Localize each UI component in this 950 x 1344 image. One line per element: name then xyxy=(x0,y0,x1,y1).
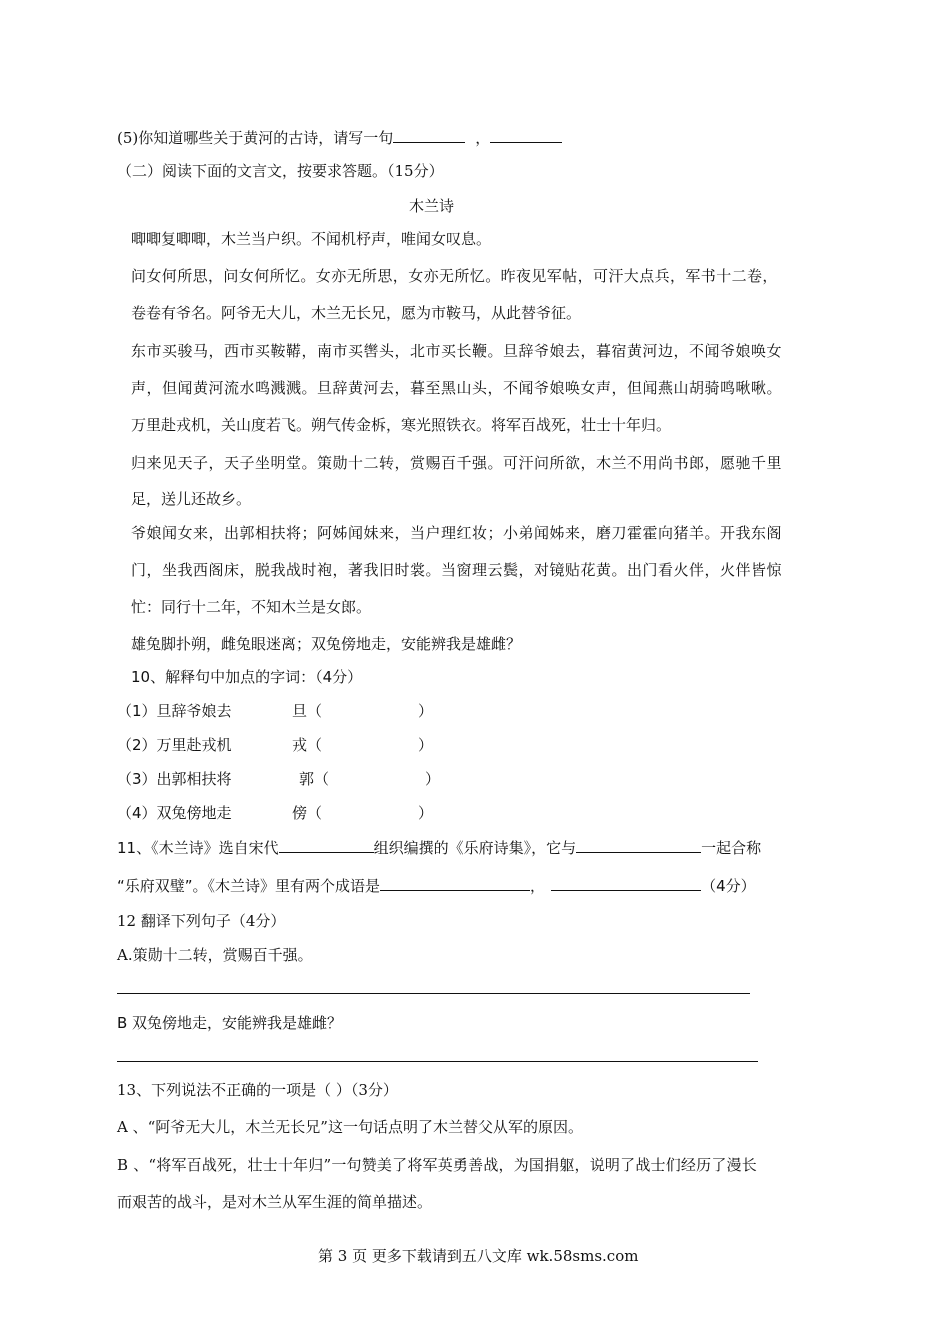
section-heading: （二）阅读下面的文言文，按要求答题。（15分） xyxy=(117,162,444,180)
poem-line: 雄兔脚扑朔，雌兔眼迷离；双兔傍地走，安能辨我是雄雌？ xyxy=(131,635,522,653)
poem-title: 木兰诗 xyxy=(409,197,455,215)
question-13-option-a: A 、“阿爷无大儿，木兰无长兄”这一句话点明了木兰替父从军的原因。 xyxy=(117,1118,583,1136)
poem-line: 爷娘闻女来，出郭相扶将；阿姊闻妹来，当户理红妆；小弟闻姊来，磨刀霍霍向猪羊。开我东阁 xyxy=(131,524,783,542)
poem-line: 足，送儿还故乡。 xyxy=(131,490,252,508)
answer-field[interactable]: 戎（ ） xyxy=(292,736,434,754)
question-11-line-1: 11、《木兰诗》选自宋代 组织编撰的《乐府诗集》，它与 一起合称 xyxy=(117,839,762,857)
answer-blank[interactable] xyxy=(576,838,701,853)
comma: ， xyxy=(475,129,491,147)
poem-line: 归来见天子，天子坐明堂。策勋十二转，赏赐百千强。可汗问所欲，木兰不用尚书郎，愿驰千里 xyxy=(131,454,783,472)
question-5-text: (5)你知道哪些关于黄河的古诗，请写一句 xyxy=(117,129,394,147)
poem-line: 问女何所思，问女何所忆。女亦无所思，女亦无所忆。昨夜见军帖，可汗大点兵，军书十二卷， xyxy=(131,267,778,285)
question-13-option-b: B 、“将军百战死，壮士十年归”一句赞美了将军英勇善战，为国捐躯，说明了战士们经历了漫长 xyxy=(117,1156,757,1174)
question-10-item-1 xyxy=(117,701,232,721)
poem-line: 门，坐我西阁床，脱我战时袍，著我旧时裳。当窗理云鬓，对镜贴花黄。出门看火伴，火伴皆惊 xyxy=(131,561,783,579)
question-13-heading: 13、下列说法不正确的一项是（ ）（3分） xyxy=(117,1081,398,1099)
poem-line: 卷卷有爷名。阿爷无大儿，木兰无长兄，愿为市鞍马，从此替爷征。 xyxy=(131,304,582,322)
question-12-b: B 双兔傍地走，安能辨我是雄雌？ xyxy=(117,1014,343,1032)
item-label: （2）万里赴戎机 xyxy=(117,736,232,754)
poem-line: 东市买骏马，西市买鞍鞯，南市买辔头，北市买长鞭。旦辞爷娘去，暮宿黄河边，不闻爷娘唤女 xyxy=(131,342,783,360)
item-label: （1）旦辞爷娘去 xyxy=(117,702,232,720)
answer-field[interactable]: 傍（ ） xyxy=(292,804,434,822)
answer-field[interactable]: 旦（ ） xyxy=(292,702,434,720)
poem-line: 声，但闻黄河流水鸣溅溅。旦辞黄河去，暮至黑山头，不闻爷娘唤女声，但闻燕山胡骑鸣啾啾。 xyxy=(131,379,783,397)
answer-line[interactable] xyxy=(117,1061,758,1062)
item-label: （4）双兔傍地走 xyxy=(117,804,232,822)
question-11-line-2: “乐府双璧”。《木兰诗》里有两个成语是 ， （4分） xyxy=(117,877,756,895)
answer-blank[interactable] xyxy=(279,838,374,853)
question-12-a: A.策勋十二转，赏赐百千强。 xyxy=(117,946,313,964)
question-10-item-3 xyxy=(117,769,232,789)
question-10-heading: 10、解释句中加点的字词：（4分） xyxy=(131,668,363,686)
poem-line: 万里赴戎机，关山度若飞。朔气传金柝，寒光照铁衣。将军百战死，壮士十年归。 xyxy=(131,416,672,434)
page-footer: 第 3 页 更多下载请到五八文库 wk.58sms.com xyxy=(318,1247,639,1265)
poem-line: 唧唧复唧唧，木兰当户织。不闻机杼声，唯闻女叹息。 xyxy=(131,230,492,248)
item-label: （3）出郭相扶将 xyxy=(117,770,232,788)
question-5 xyxy=(117,128,562,148)
question-10-item-4 xyxy=(117,803,232,823)
question-12-heading: 12 翻译下列句子（4分） xyxy=(117,912,286,930)
answer-blank[interactable] xyxy=(380,876,530,891)
poem-line: 忙：同行十二年，不知木兰是女郎。 xyxy=(131,598,372,616)
answer-field[interactable]: 郭（ ） xyxy=(299,770,441,788)
answer-line[interactable] xyxy=(117,993,750,994)
question-13-option-b-continued: 而艰苦的战斗，是对木兰从军生涯的简单描述。 xyxy=(117,1193,433,1211)
question-10-item-2 xyxy=(117,735,232,755)
answer-blank[interactable] xyxy=(393,128,465,143)
answer-blank[interactable] xyxy=(490,128,562,143)
answer-blank[interactable] xyxy=(551,876,701,891)
